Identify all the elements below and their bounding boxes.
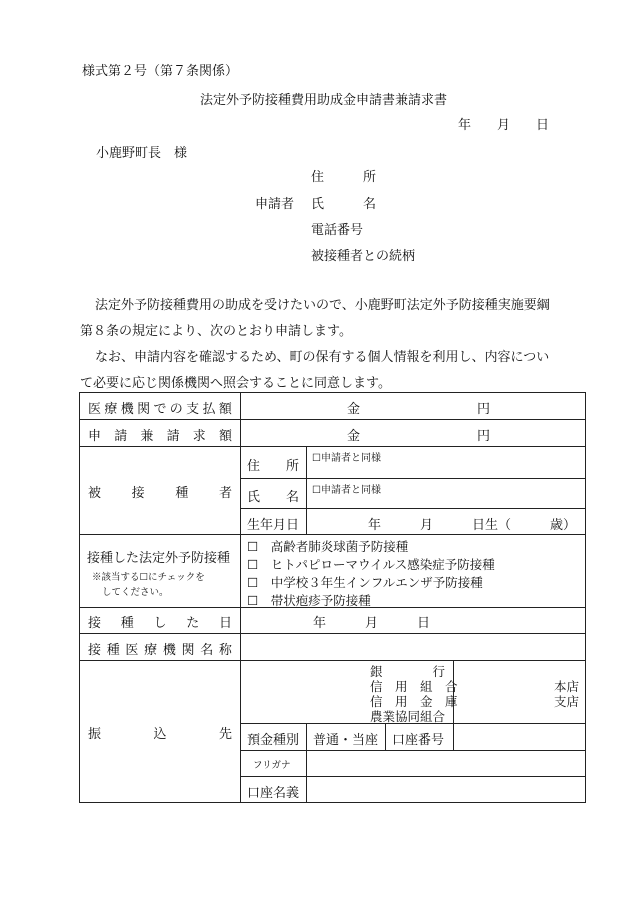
institution-label: 接 種 医 療 機 関 名 称 [88,643,232,658]
vaccination-date-label: 接 種 し た 日 [88,616,232,631]
vaccine-option-influenza[interactable]: ☐ 中学校３年生インフルエンザ予防接種 [247,575,483,590]
vaccination-type-label: 接種した法定外予防接種 [87,551,231,566]
applicant-label: 申請者 [255,197,295,212]
vaccine-option-shingles[interactable]: ☐ 帯状疱疹予防接種 [247,593,371,608]
furigana-field[interactable] [310,753,582,773]
claim-label: 申 請 兼 請 求 額 [88,429,232,444]
institution-field[interactable] [244,638,580,656]
bank-type-agri-coop: 農業協同組合 [370,709,446,724]
vaccinee-name-label: 氏 名 [247,490,300,505]
dob-label: 生年月日 [247,518,300,533]
payment-amount[interactable]: 金 円 [347,402,491,417]
dob-value[interactable]: 年 月 日生（ 歳） [368,518,577,533]
bank-name-field[interactable] [244,664,368,719]
applicant-relation-label: 被接種者との続柄 [311,249,416,264]
date-line: 年 月 日 [458,118,550,133]
body-para1-line2: 第８条の規定により、次のとおり申請します。 [80,324,352,339]
bank-type-bank: 銀 行 [370,664,446,679]
form-number: 様式第２号（第７条関係） [82,64,239,79]
applicant-name-label: 氏 名 [311,197,377,212]
document-title: 法定外予防接種費用助成金申請書兼請求書 [200,93,448,108]
branch-type-head: 本店 [554,679,580,694]
vaccination-date-value[interactable]: 年 月 日 [313,616,431,631]
account-number-field[interactable] [457,726,582,747]
vaccinee-name-same-checkbox[interactable]: ☐申請者と同様 [312,485,381,496]
branch-type-branch: 支店 [554,694,580,709]
body-para1-line1: 法定外予防接種費用の助成を受けたいので、小鹿野町法定外予防接種実施要綱 [95,298,550,313]
vaccinee-address-label: 住 所 [247,459,300,474]
furigana-label: フリガナ [253,760,291,771]
vaccine-option-hpv[interactable]: ☐ ヒトパピローマウイルス感染症予防接種 [247,557,495,572]
applicant-address-label: 住 所 [311,170,377,185]
account-name-label: 口座名義 [247,786,300,801]
vaccination-note-2: してください。 [102,587,169,598]
bank-type-credit-bank: 信 用 金 庫 [370,694,458,709]
addressee: 小鹿野町長 様 [96,146,188,161]
account-number-label: 口座番号 [392,733,445,748]
account-name-field[interactable] [310,779,582,800]
vaccinee-label: 被 接 種 者 [88,486,232,501]
deposit-type-value[interactable]: 普通・当座 [313,733,379,748]
transfer-label: 振 込 先 [88,727,232,742]
bank-type-credit-union: 信 用 組 合 [370,679,458,694]
vaccination-note-1: ※該当する☐にチェックを [92,572,205,583]
payment-label: 医 療 機 関 で の 支 払 額 [88,402,232,417]
body-para2-line2: て必要に応じ関係機関へ照会することに同意します。 [80,376,391,391]
vaccinee-address-same-checkbox[interactable]: ☐申請者と同様 [312,453,381,464]
deposit-type-label: 預金種別 [247,733,300,748]
claim-amount[interactable]: 金 円 [347,429,491,444]
vaccine-option-pneumococcal[interactable]: ☐ 高齢者肺炎球菌予防接種 [247,539,409,554]
applicant-phone-label: 電話番号 [311,223,364,238]
body-para2-line1: なお、申請内容を確認するため、町の保有する個人情報を利用し、内容につい [95,350,550,365]
